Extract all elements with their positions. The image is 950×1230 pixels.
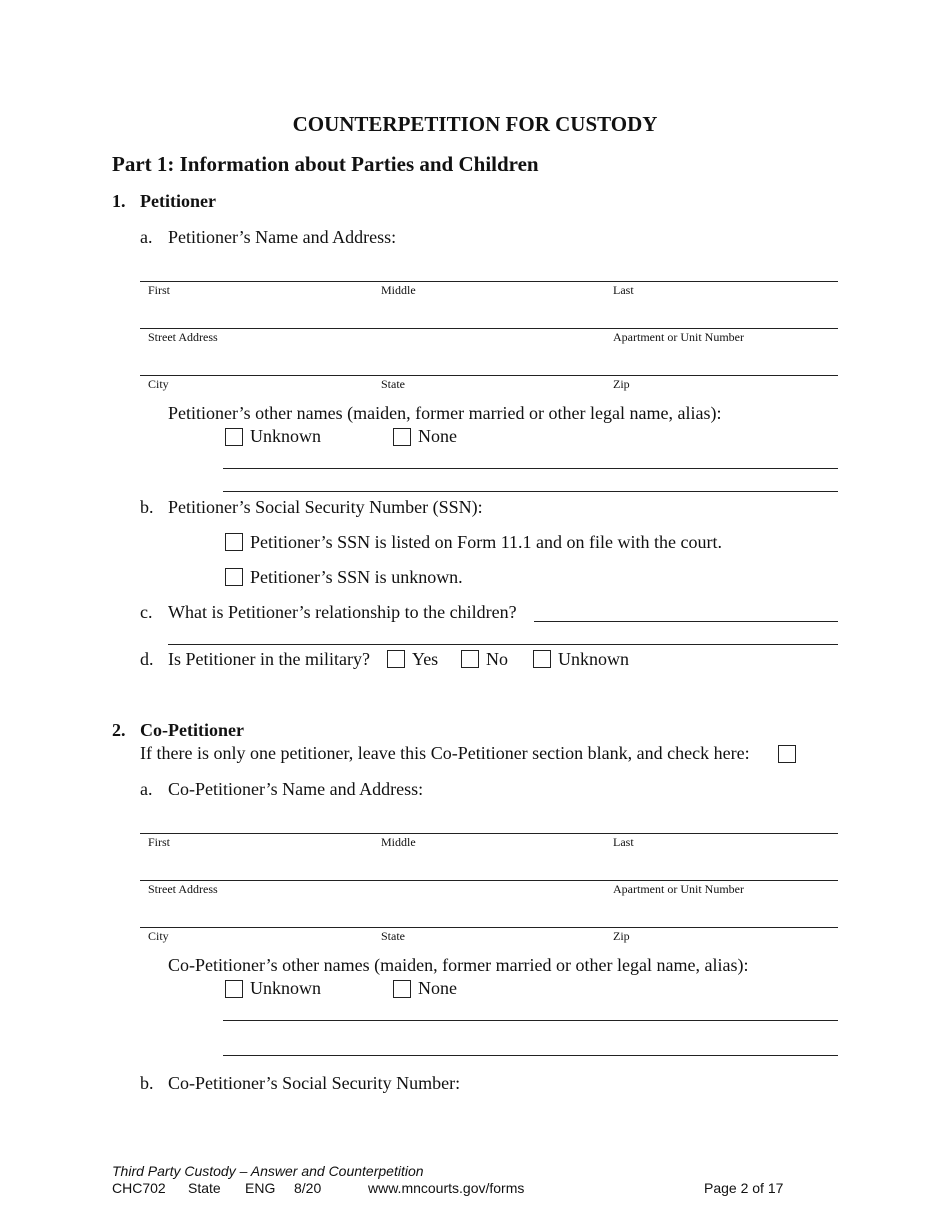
option-unknown-label: Unknown: [250, 426, 321, 446]
label-first: First: [148, 283, 171, 297]
section1-c-text: What is Petitioner’s relationship to the children?: [168, 602, 517, 622]
label-zip: Zip: [613, 377, 630, 391]
relationship-line-1[interactable]: [534, 621, 838, 622]
copetitioner-other-names-none-checkbox[interactable]: [393, 980, 411, 998]
option-unknown-label: Unknown: [250, 978, 321, 998]
label-middle: Middle: [381, 283, 416, 297]
section2-b-letter: b.: [140, 1073, 154, 1093]
copetitioner-other-names-line-2[interactable]: [223, 1055, 838, 1056]
label-city: City: [148, 377, 169, 391]
section1-d-letter: d.: [140, 649, 154, 669]
label-last: Last: [613, 283, 634, 297]
section1-d-text: Is Petitioner in the military?: [168, 649, 370, 669]
copetitioner-name-line[interactable]: [140, 833, 838, 834]
petitioner-other-names-unknown-checkbox[interactable]: [225, 428, 243, 446]
label-middle: Middle: [381, 835, 416, 849]
footer-url[interactable]: www.mncourts.gov/forms: [368, 1180, 525, 1196]
footer-form-title: Third Party Custody – Answer and Counterpetition: [112, 1163, 424, 1179]
label-apt: Apartment or Unit Number: [613, 882, 744, 896]
section1-a-letter: a.: [140, 227, 153, 247]
petitioner-name-line[interactable]: [140, 281, 838, 282]
copetitioner-other-names-unknown-checkbox[interactable]: [225, 980, 243, 998]
ssn-unknown-label: Petitioner’s SSN is unknown.: [250, 567, 463, 587]
section1-a-text: Petitioner’s Name and Address:: [168, 227, 397, 247]
copetitioner-other-names-line-1[interactable]: [223, 1020, 838, 1021]
label-city: City: [148, 929, 169, 943]
military-unknown-label: Unknown: [558, 649, 629, 669]
label-zip: Zip: [613, 929, 630, 943]
section2-number: 2.: [112, 720, 126, 740]
footer-code: CHC702: [112, 1180, 166, 1196]
document-title: COUNTERPETITION FOR CUSTODY: [292, 112, 658, 136]
section2-a-letter: a.: [140, 779, 153, 799]
footer-date: 8/20: [294, 1180, 322, 1196]
label-apt: Apartment or Unit Number: [613, 330, 744, 344]
copetitioner-city-line[interactable]: [140, 927, 838, 928]
section1-c-letter: c.: [140, 602, 153, 622]
footer-page-number: Page 2 of 17: [704, 1180, 784, 1196]
petitioner-other-names-text: Petitioner’s other names (maiden, former married or other legal name, alias):: [168, 403, 722, 423]
military-no-label: No: [486, 649, 508, 669]
petitioner-other-names-line-1[interactable]: [223, 468, 838, 469]
only-one-petitioner-checkbox[interactable]: [778, 745, 796, 763]
section2-heading: Co-Petitioner: [140, 720, 244, 740]
section2-instruction: If there is only one petitioner, leave this Co-Petitioner section blank, and check here:: [140, 743, 750, 763]
label-state: State: [381, 929, 405, 943]
section2-a-text: Co-Petitioner’s Name and Address:: [168, 779, 424, 799]
copetitioner-other-names-text: Co-Petitioner’s other names (maiden, former married or other legal name, alias):: [168, 955, 749, 975]
petitioner-other-names-line-2[interactable]: [223, 491, 838, 492]
option-none-label: None: [418, 978, 457, 998]
military-yes-checkbox[interactable]: [387, 650, 405, 668]
label-street: Street Address: [148, 882, 218, 896]
part1-heading: Part 1: Information about Parties and Children: [112, 152, 539, 176]
relationship-line-2[interactable]: [168, 644, 838, 645]
section1-heading: Petitioner: [140, 191, 216, 211]
footer-language: ENG: [245, 1180, 276, 1196]
label-street: Street Address: [148, 330, 218, 344]
label-state: State: [381, 377, 405, 391]
petitioner-other-names-none-checkbox[interactable]: [393, 428, 411, 446]
copetitioner-street-line[interactable]: [140, 880, 838, 881]
section1-b-text: Petitioner’s Social Security Number (SSN):: [168, 497, 483, 517]
ssn-unknown-checkbox[interactable]: [225, 568, 243, 586]
section1-b-letter: b.: [140, 497, 154, 517]
section2-b-text: Co-Petitioner’s Social Security Number:: [168, 1073, 461, 1093]
footer-jurisdiction: State: [188, 1180, 221, 1196]
military-unknown-checkbox[interactable]: [533, 650, 551, 668]
ssn-listed-checkbox[interactable]: [225, 533, 243, 551]
military-yes-label: Yes: [412, 649, 439, 669]
petitioner-city-line[interactable]: [140, 375, 838, 376]
label-first: First: [148, 835, 171, 849]
option-none-label: None: [418, 426, 457, 446]
label-last: Last: [613, 835, 634, 849]
ssn-listed-label: Petitioner’s SSN is listed on Form 11.1 and on file with the court.: [250, 532, 722, 552]
military-no-checkbox[interactable]: [461, 650, 479, 668]
petitioner-street-line[interactable]: [140, 328, 838, 329]
section1-number: 1.: [112, 191, 126, 211]
